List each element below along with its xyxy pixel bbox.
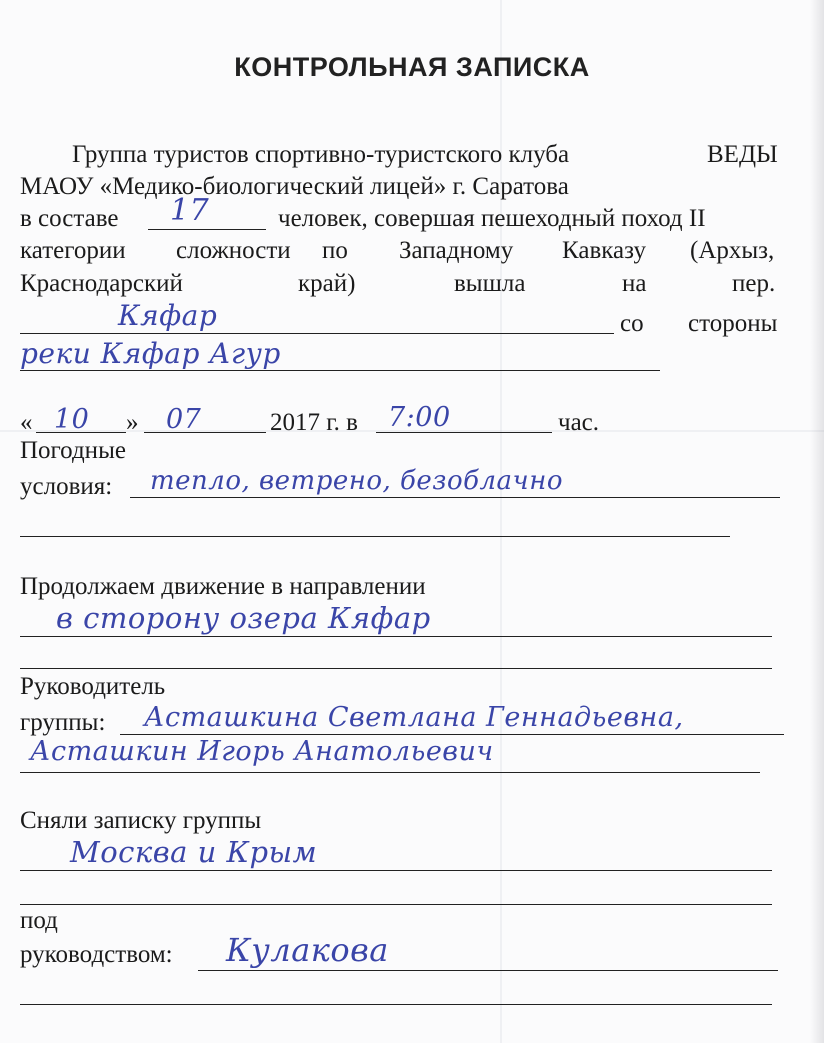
- time-value: 7:00: [388, 402, 451, 433]
- taken-label: Сняли записку группы: [20, 807, 262, 834]
- weather-label: Погодные: [20, 437, 126, 464]
- intro-word: категории: [20, 237, 126, 264]
- month-value: 07: [166, 404, 202, 435]
- paper-edge-shadow: [810, 0, 824, 1043]
- year-text: 2017 г. в: [270, 409, 358, 436]
- intro-line-3b: человек, совершая пешеходный поход II: [278, 205, 706, 232]
- intro-word: стороны: [688, 310, 778, 337]
- date-quote-close: »: [126, 409, 139, 436]
- intro-word: по: [322, 237, 348, 264]
- side-value: реки Кяфар Агур: [20, 337, 281, 370]
- supervisor-label: под: [20, 907, 58, 934]
- group-size-line: [148, 229, 266, 230]
- taken-line-2: [20, 904, 772, 905]
- intro-line-3a: в составе: [20, 205, 119, 232]
- intro-word: Западному: [399, 237, 514, 264]
- intro-line-1: Группа туристов спортивно-туристского клуба: [72, 141, 570, 168]
- pass-line: [20, 333, 614, 334]
- intro-word: Кавказу: [562, 237, 646, 264]
- direction-label: Продолжаем движение в направлении: [20, 573, 426, 600]
- direction-value: в сторону озера Кяфар: [56, 601, 431, 635]
- weather-label-2: условия:: [20, 473, 113, 500]
- leader-label: Руководитель: [20, 673, 166, 700]
- intro-word: сложности: [176, 237, 291, 264]
- group-size-value: 17: [170, 193, 210, 228]
- taken-line: [20, 870, 772, 871]
- intro-word: Краснодарский: [20, 270, 183, 297]
- supervisor-value: Кулакова: [226, 931, 389, 969]
- taken-value: Москва и Крым: [70, 835, 318, 869]
- intro-word: пер.: [732, 270, 776, 297]
- weather-value: тепло, ветрено, безоблачно: [150, 466, 564, 496]
- pass-value: Кяфар: [118, 299, 218, 332]
- supervisor-line-2: [20, 1004, 772, 1005]
- leader-line: [120, 734, 784, 735]
- leader-value-2: Асташкин Игорь Анатольевич: [30, 736, 494, 767]
- intro-word: на: [622, 270, 647, 297]
- side-line: [20, 370, 660, 371]
- day-value: 10: [54, 404, 90, 435]
- weather-line-2: [20, 536, 730, 537]
- direction-line-2: [20, 668, 772, 669]
- club-name: ВЕДЫ: [707, 141, 778, 168]
- intro-word: (Архыз,: [690, 237, 775, 264]
- leader-value-1: Асташкина Светлана Геннадьевна,: [144, 702, 684, 733]
- weather-line: [130, 497, 780, 498]
- intro-word: вышла: [454, 270, 526, 297]
- supervisor-line: [198, 970, 778, 971]
- month-line: [144, 432, 266, 433]
- page-title: КОНТРОЛЬНАЯ ЗАПИСКА: [234, 52, 590, 82]
- hour-unit: час.: [558, 409, 600, 436]
- intro-line-2: МАОУ «Медико-биологический лицей» г. Саратова: [20, 173, 569, 200]
- intro-word: край): [298, 270, 356, 297]
- date-quote-open: «: [20, 409, 33, 436]
- leader-label-2: группы:: [20, 709, 106, 736]
- supervisor-label-2: руководством:: [20, 941, 173, 968]
- intro-word: со: [620, 310, 644, 337]
- leader-line-2: [20, 772, 760, 773]
- direction-line: [20, 636, 772, 637]
